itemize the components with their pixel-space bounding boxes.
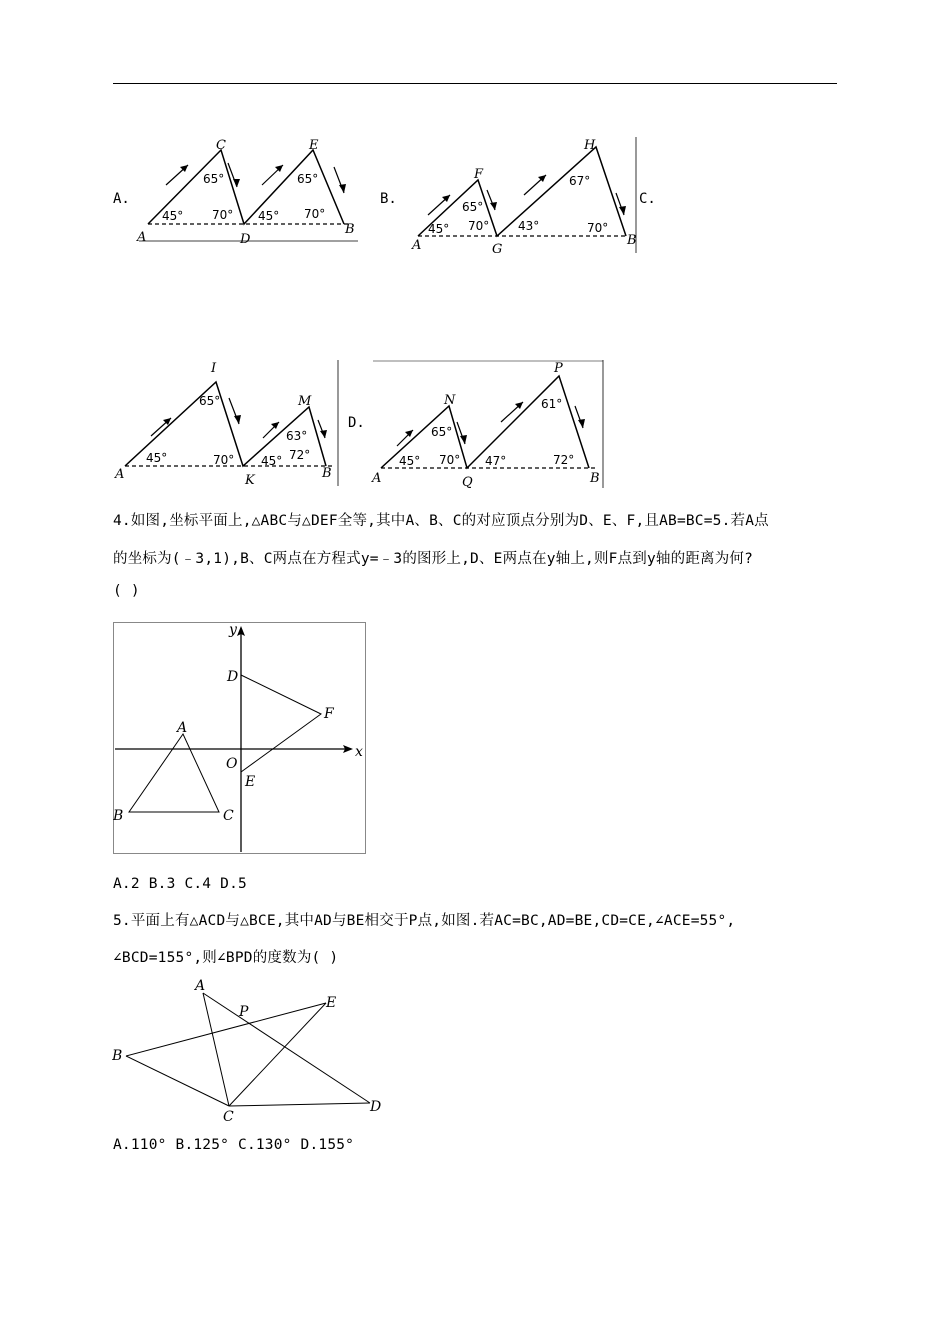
point-label: G — [492, 242, 503, 255]
point-label: A — [137, 230, 147, 245]
angle-label: 70° — [439, 453, 461, 467]
point-label: B — [590, 471, 600, 486]
point-label: Q — [462, 475, 473, 490]
point-label: D — [370, 1099, 382, 1115]
q5-text-line2: ∠BCD=155°,则∠BPD的度数为( ) — [113, 950, 339, 966]
point-label: D — [227, 669, 239, 685]
angle-label: 70° — [587, 221, 609, 235]
point-label: A — [412, 238, 422, 253]
axis-label: y — [229, 622, 237, 638]
point-label: K — [245, 473, 255, 488]
q5-triangle-figure — [112, 976, 388, 1126]
point-label: B — [112, 1048, 123, 1064]
option-a-figure — [136, 135, 361, 247]
q4-text-line2: 的坐标为(﹣3,1),B、C两点在方程式y=﹣3的图形上,D、E两点在y轴上,则F点到y轴的距离为何? — [113, 551, 754, 567]
angle-label: 70° — [468, 219, 490, 233]
point-label: C — [223, 808, 234, 824]
angle-label: 65° — [431, 425, 453, 439]
q4-coordinate-figure — [113, 622, 368, 856]
angle-label: 61° — [541, 397, 563, 411]
angle-label: 47° — [485, 454, 507, 468]
angle-label: 45° — [261, 454, 283, 468]
axis-label: x — [355, 744, 363, 760]
point-label: C — [223, 1109, 234, 1125]
point-label: A — [195, 978, 206, 994]
q4-text-line1: 4.如图,坐标平面上,△ABC与△DEF全等,其中A、B、C的对应顶点分别为D、E、F,且AB=BC=5.若A点 — [113, 513, 769, 529]
point-label: E — [309, 138, 319, 153]
option-d-label[interactable]: D. — [348, 415, 365, 431]
option-b-label[interactable]: B. — [380, 191, 397, 207]
point-label: D — [240, 232, 251, 247]
angle-label: 70° — [212, 208, 234, 222]
option-d-figure — [369, 358, 605, 490]
angle-label: 65° — [297, 172, 319, 186]
point-label: M — [298, 394, 312, 409]
angle-label: 65° — [199, 394, 221, 408]
option-b-figure — [406, 135, 640, 255]
point-label: I — [211, 361, 217, 376]
point-label: P — [554, 361, 563, 376]
q5-text-line1: 5.平面上有△ACD与△BCE,其中AD与BE相交于P点,如图.若AC=BC,AD=BE,CD=CE,∠ACE=55°, — [113, 913, 736, 929]
angle-label: 63° — [286, 429, 308, 443]
angle-label: 45° — [428, 222, 450, 236]
point-label: O — [226, 756, 238, 772]
point-label: A — [177, 720, 188, 736]
angle-label: 45° — [146, 451, 168, 465]
point-label: F — [324, 706, 334, 722]
point-label: C — [216, 138, 226, 153]
angle-label: 43° — [518, 219, 540, 233]
point-label: B — [627, 233, 637, 248]
q4-answer-options[interactable]: A.2 B.3 C.4 D.5 — [113, 876, 247, 892]
point-label: N — [444, 393, 456, 408]
q4-text-line3: ( ) — [113, 583, 140, 599]
point-label: B — [113, 808, 124, 824]
point-label: A — [372, 471, 382, 486]
point-label: E — [326, 995, 337, 1011]
option-c-figure — [113, 358, 339, 488]
option-c-label[interactable]: C. — [639, 191, 656, 207]
angle-label: 65° — [462, 200, 484, 214]
angle-label: 45° — [162, 209, 184, 223]
angle-label: 45° — [258, 209, 280, 223]
q5-answer-options[interactable]: A.110° B.125° C.130° D.155° — [113, 1137, 355, 1153]
angle-label: 72° — [553, 453, 575, 467]
angle-label: 72° — [289, 448, 311, 462]
angle-label: 70° — [304, 207, 326, 221]
point-label: E — [245, 774, 256, 790]
point-label: F — [474, 167, 484, 182]
angle-label: 67° — [569, 174, 591, 188]
point-label: H — [584, 138, 596, 153]
point-label: B — [345, 222, 355, 237]
option-a-label[interactable]: A. — [113, 191, 130, 207]
point-label: A — [115, 467, 125, 482]
point-label: P — [239, 1004, 249, 1020]
point-label: B — [322, 466, 332, 481]
angle-label: 70° — [213, 453, 235, 467]
angle-label: 45° — [399, 454, 421, 468]
header-rule — [113, 83, 837, 84]
angle-label: 65° — [203, 172, 225, 186]
